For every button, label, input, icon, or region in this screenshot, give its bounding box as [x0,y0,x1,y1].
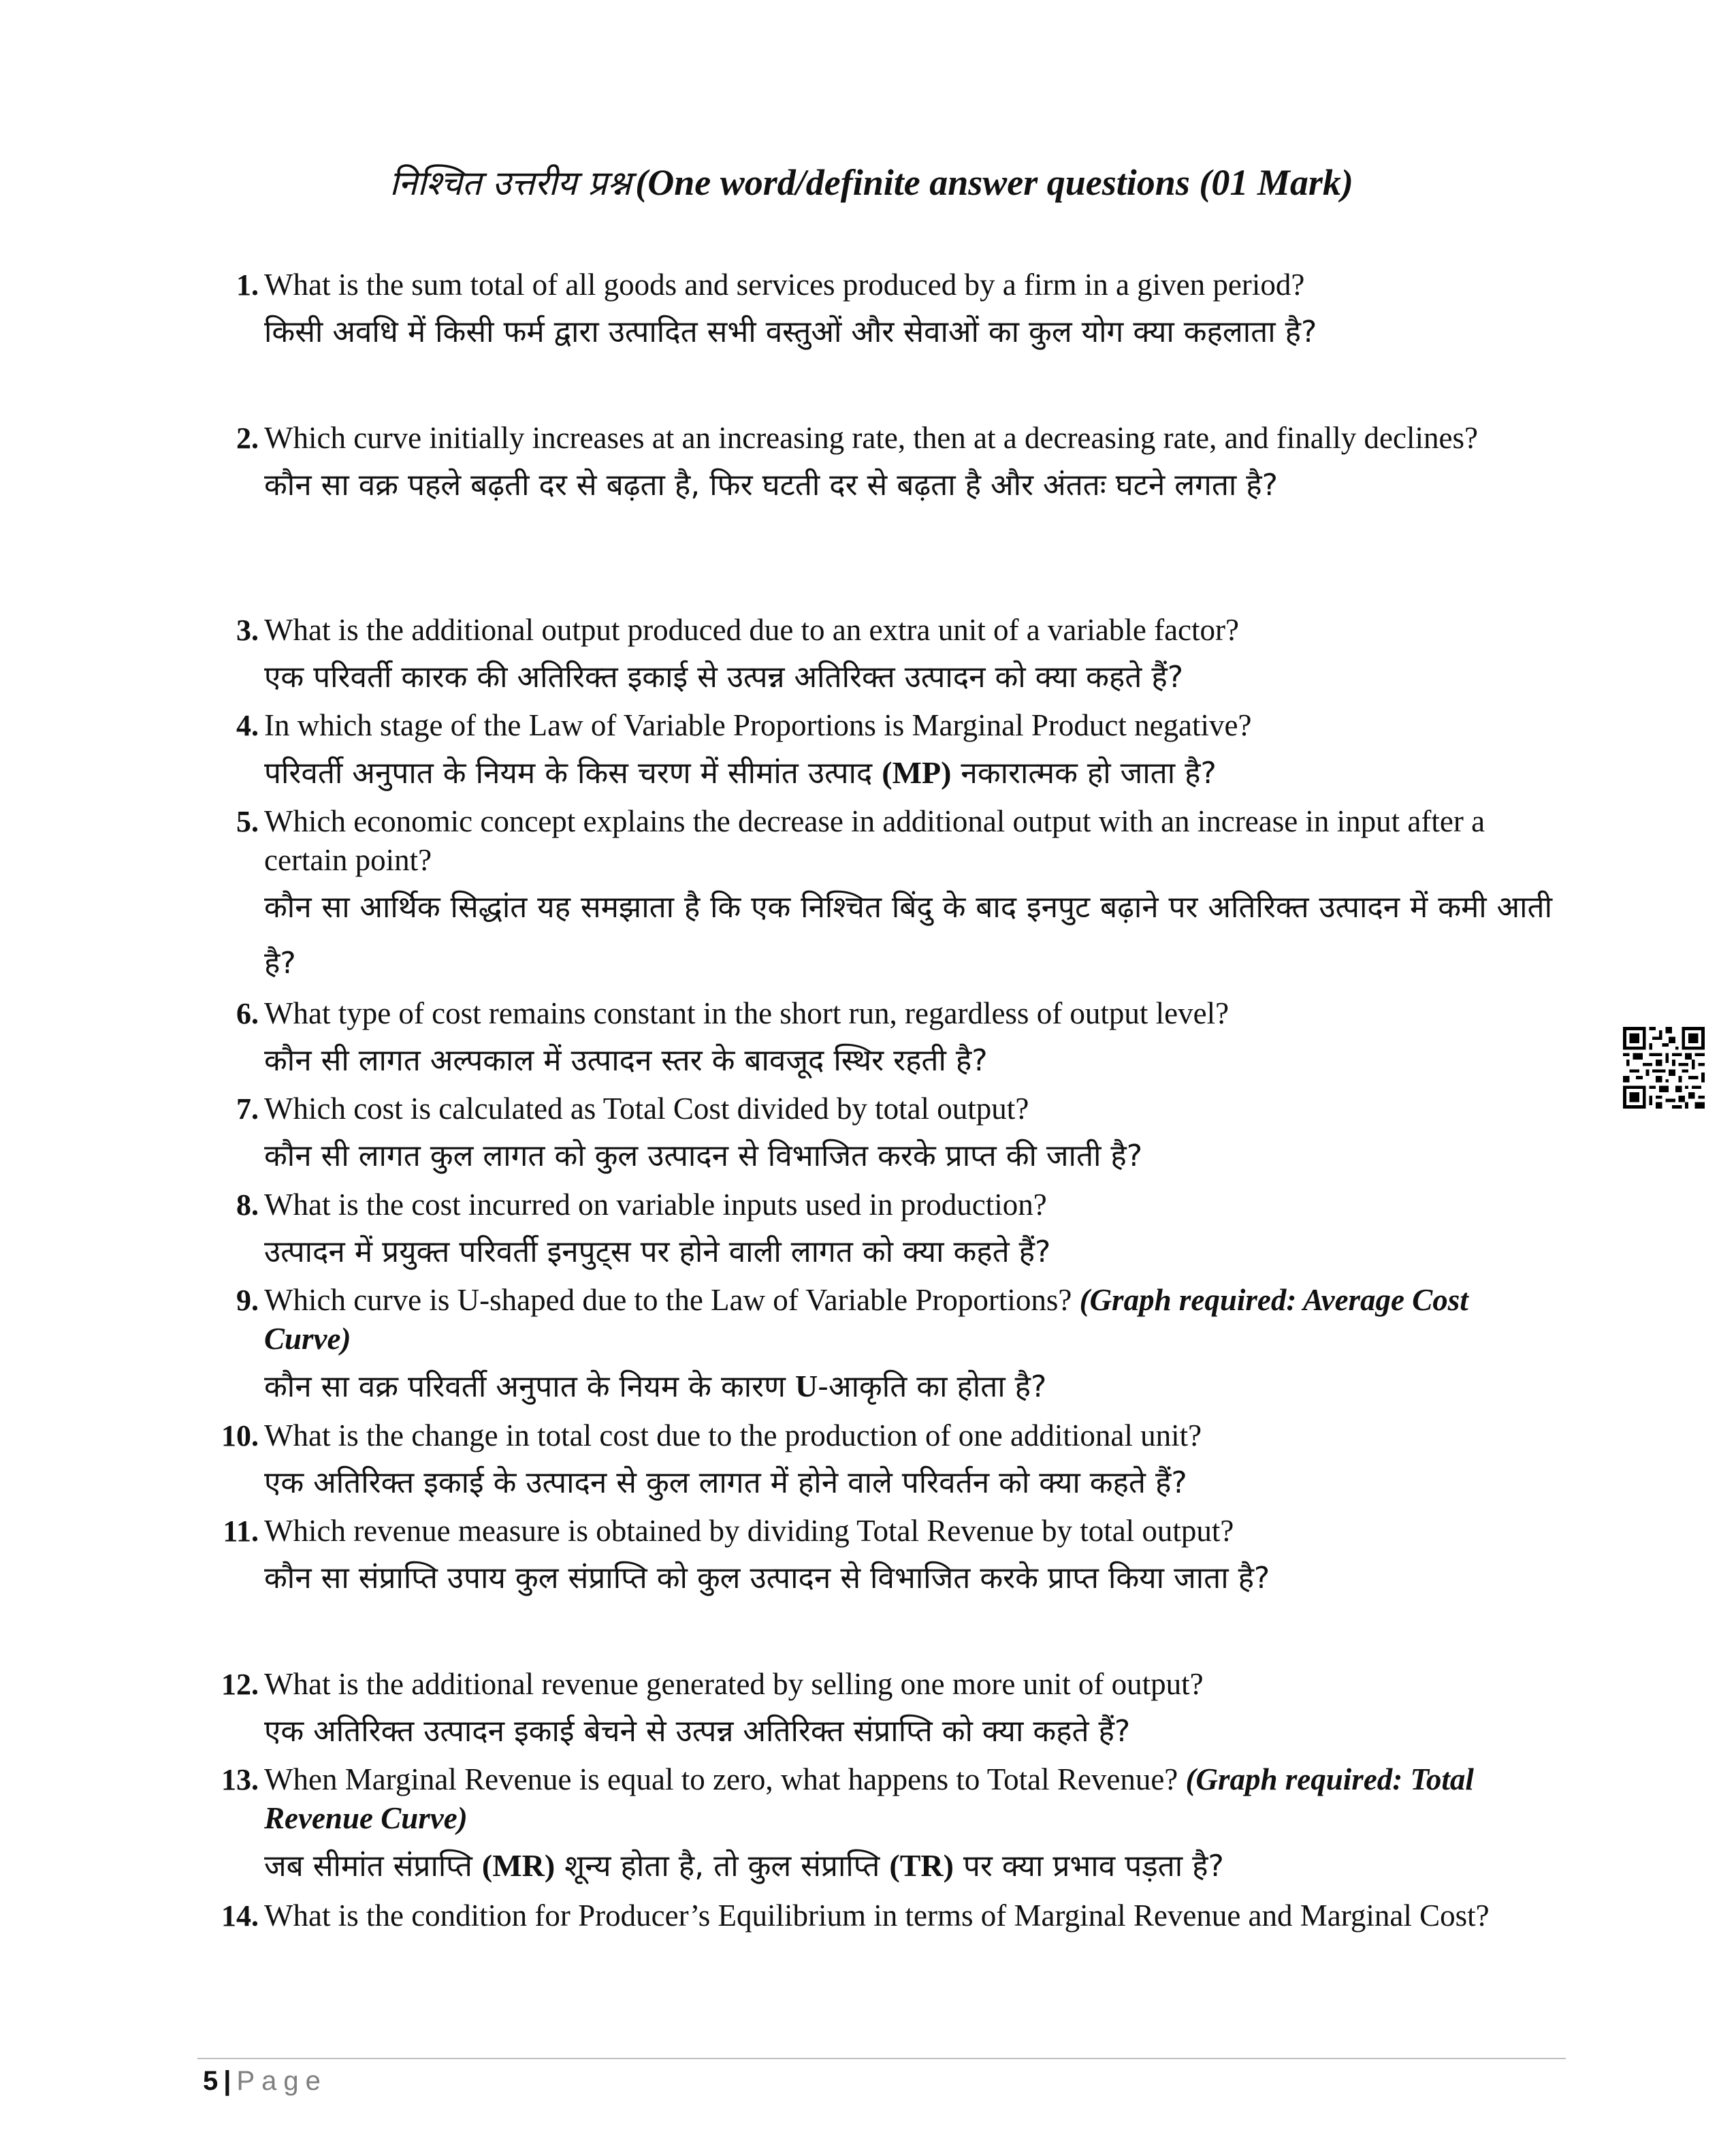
question-hindi: कौन सी लागत अल्पकाल में उत्पादन स्तर के बावजूद स्थिर रहती है? [264,1043,988,1078]
heading-hindi: निश्चित उत्तरीय प्रश्न [389,163,632,203]
question-english: What is the condition for Producer’s Equilibrium in terms of Marginal Revenue and Marginal Cost? [264,1898,1490,1933]
page-number: 5 [203,2066,219,2096]
question-hindi: कौन सा संप्राप्ति उपाय कुल संप्राप्ति को कुल उत्पादन से विभाजित करके प्राप्त किया जाता है? [264,1561,1270,1595]
question-9 [197,1281,1552,1415]
footer-divider [197,2058,1566,2059]
question-number: 12. [221,1668,259,1701]
question-english: Which curve initially increases at an increasing rate, then at a decreasing rate, and finally declines? [264,421,1478,455]
question-2 [197,419,1552,513]
heading-english: (One word/definite answer questions (01 Mark) [635,162,1353,203]
question-english: Which economic concept explains the decrease in additional output with an increase in input after a certain point? [264,804,1485,877]
question-english: What type of cost remains constant in the short run, regardless of output level? [264,996,1229,1030]
question-8 [197,1186,1552,1280]
question-english: What is the change in total cost due to the production of one additional unit? [264,1418,1202,1452]
question-hindi: उत्पादन में प्रयुक्त परिवर्ती इनपुट्स पर होने वाली लागत को क्या कहते हैं? [264,1235,1051,1269]
question-hindi: परिवर्ती अनुपात के नियम के किस चरण में सीमांत उत्पाद (MP) नकारात्मक हो जाता है? [264,755,1217,791]
question-number: 10. [221,1419,259,1452]
question-hindi: कौन सा वक्र परिवर्ती अनुपात के नियम के कारण U-आकृति का होता है? [264,1369,1047,1404]
graph-required-note: (Graph required: Average Cost Curve) [264,1283,1468,1356]
qr-code-icon [1623,1027,1705,1109]
question-english: Which cost is calculated as Total Cost divided by total output? [264,1092,1029,1126]
question-number: 3. [236,614,259,647]
question-hindi: एक अतिरिक्त इकाई के उत्पादन से कुल लागत में होने वाले परिवर्तन को क्या कहते हैं? [264,1465,1187,1500]
question-number: 1. [236,268,259,302]
question-7 [197,1090,1552,1184]
question-4 [197,706,1552,801]
question-english: Which curve is U-shaped due to the Law of Variable Proportions? (Graph required: Average Cost Curve) [264,1283,1468,1356]
section-heading [197,155,1545,210]
question-number: 11. [223,1514,259,1548]
question-english: What is the additional revenue generated by selling one more unit of output? [264,1667,1204,1701]
question-english: Which revenue measure is obtained by dividing Total Revenue by total output? [264,1514,1234,1548]
question-hindi: कौन सी लागत कुल लागत को कुल उत्पादन से विभाजित करके प्राप्त की जाती है? [264,1139,1143,1173]
footer-separator: | [223,2066,231,2096]
question-number: 8. [236,1188,259,1222]
question-english: When Marginal Revenue is equal to zero, what happens to Total Revenue? (Graph required: Total Revenue Curve) [264,1762,1474,1835]
question-number: 7. [236,1092,259,1126]
question-10 [197,1416,1552,1511]
question-english: What is the sum total of all goods and services produced by a firm in a given period? [264,268,1305,302]
question-number: 6. [236,997,259,1030]
question-english: What is the additional output produced due to an extra unit of a variable factor? [264,613,1239,647]
question-hindi: किसी अवधि में किसी फर्म द्वारा उत्पादित सभी वस्तुओं और सेवाओं का कुल योग क्या कहलाता है? [264,315,1317,349]
question-11 [197,1512,1552,1606]
question-english: In which stage of the Law of Variable Proportions is Marginal Product negative? [264,708,1252,742]
question-hindi: जब सीमांत संप्राप्ति (MR) शून्य होता है, तो कुल संप्राप्ति (TR) पर क्या प्रभाव पड़ता है? [264,1848,1224,1884]
question-number: 2. [236,422,259,455]
question-number: 5. [236,805,259,838]
question-14 [197,1896,1552,1935]
page-footer [203,2062,327,2100]
question-number: 4. [236,709,259,742]
question-12 [197,1665,1552,1760]
graph-required-note: (Graph required: Total Revenue Curve) [264,1762,1474,1835]
question-hindi: एक परिवर्ती कारक की अतिरिक्त इकाई से उत्पन्न अतिरिक्त उत्पादन को क्या कहते हैं? [264,660,1184,695]
question-3 [197,611,1552,705]
question-hindi: एक अतिरिक्त उत्पादन इकाई बेचने से उत्पन्न अतिरिक्त संप्राप्ति को क्या कहते हैं? [264,1714,1131,1749]
question-number: 9. [236,1284,259,1317]
question-1 [197,266,1552,360]
question-english: What is the cost incurred on variable inputs used in production? [264,1188,1047,1222]
page-label: Page [236,2066,327,2096]
question-hindi: कौन सा आर्थिक सिद्धांत यह समझाता है कि एक निश्चित बिंदु के बाद इनपुट बढ़ाने पर अतिरिक्त उत्पादन में कमी आती है? [264,890,1552,981]
question-hindi: कौन सा वक्र पहले बढ़ती दर से बढ़ता है, फिर घटती दर से बढ़ता है और अंततः घटने लगता है? [264,468,1279,503]
question-6 [197,994,1552,1089]
question-5 [197,802,1552,991]
question-number: 13. [221,1763,259,1796]
question-number: 14. [221,1899,259,1933]
question-13 [197,1760,1552,1894]
